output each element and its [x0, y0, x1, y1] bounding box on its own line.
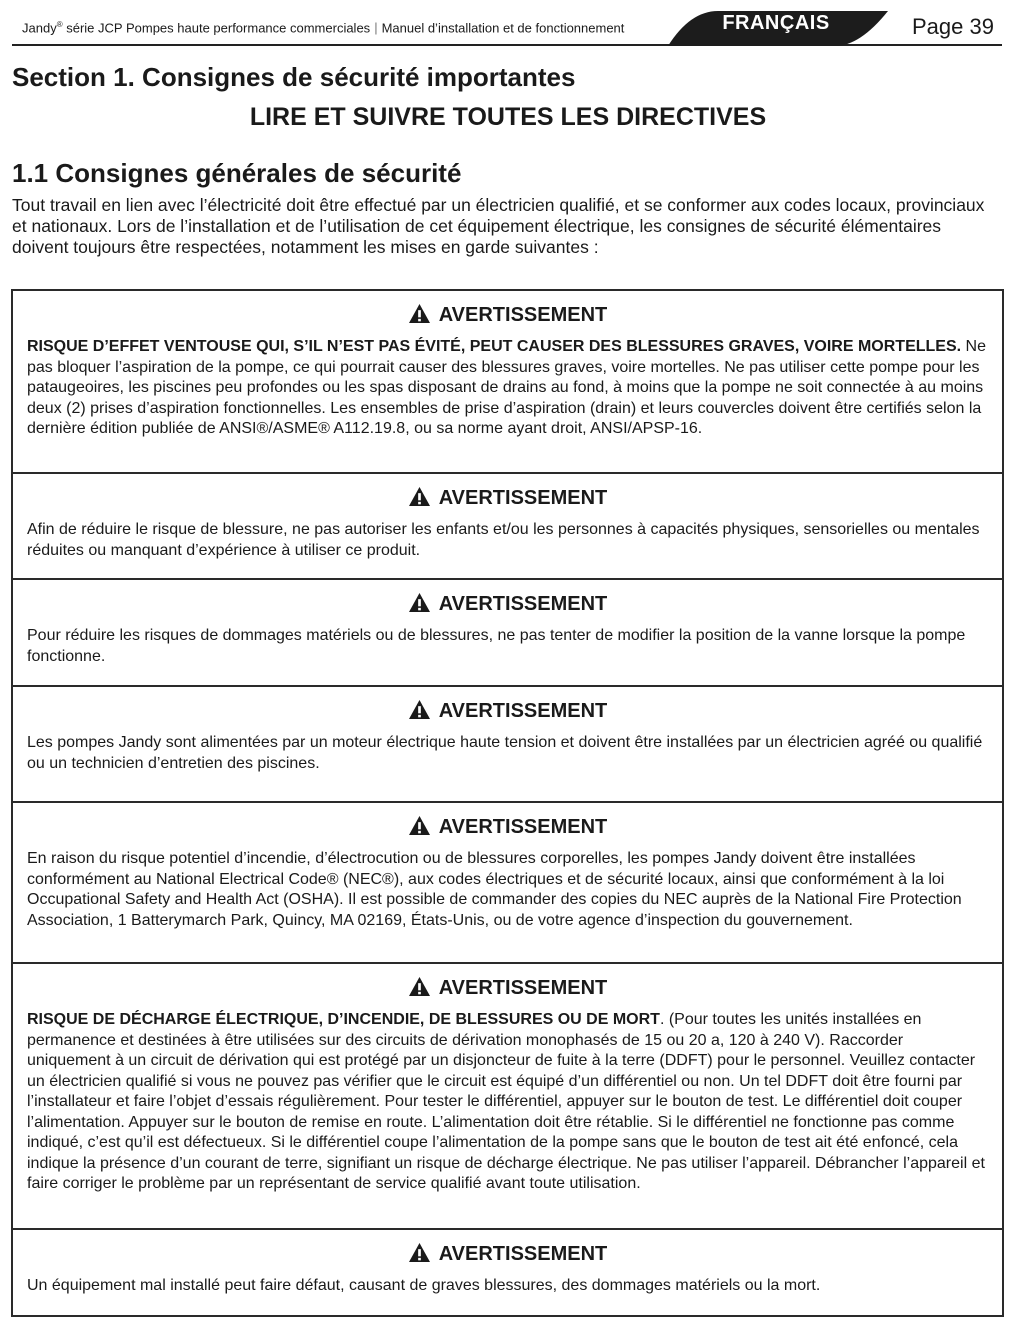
- warning-heading: [27, 302, 988, 328]
- subsection-title: 1.1 Consignes générales de sécurité: [12, 158, 462, 188]
- warning-box-suction: [13, 291, 1002, 474]
- section-title: Section 1. Consignes de sécurité importantes: [12, 62, 576, 92]
- page-header: [0, 0, 1016, 50]
- warning-heading: [27, 485, 988, 511]
- page-number: Page 39: [912, 14, 994, 39]
- warning-box-nec: [13, 803, 1002, 964]
- warning-box-electrician: [13, 687, 1002, 803]
- language-label: FRANÇAIS: [722, 12, 830, 34]
- brand-name: Jandy: [22, 20, 57, 36]
- warning-bold-lead: RISQUE DE DÉCHARGE ÉLECTRIQUE, D’INCENDIE, DE BLESSURES OU DE MORT: [27, 1011, 660, 1028]
- warning-heading-text: AVERTISSEMENT: [438, 816, 608, 838]
- warning-heading-text: AVERTISSEMENT: [438, 977, 608, 999]
- warning-box-valve: [13, 580, 1002, 687]
- warning-heading: [27, 814, 988, 840]
- doc-title: série JCP Pompes haute performance commerciales: [66, 20, 371, 36]
- warning-triangle-icon: [408, 303, 431, 324]
- header-document-title: [22, 20, 624, 35]
- header-separator: |: [374, 20, 378, 36]
- warning-triangle-icon: [408, 699, 431, 720]
- warning-text: [27, 1010, 988, 1195]
- warning-box-children: [13, 474, 1002, 580]
- doc-subtitle: Manuel d’installation et de fonctionnement: [381, 20, 625, 36]
- warning-heading-text: AVERTISSEMENT: [438, 593, 608, 615]
- warning-text: Un équipement mal installé peut faire défaut, causant de graves blessures, des dommages matériels ou la mort.: [27, 1277, 821, 1294]
- warning-bold-lead: RISQUE D’EFFET VENTOUSE QUI, S’IL N’EST PAS ÉVITÉ, PEUT CAUSER DES BLESSURES GRAVES, VOIRE MORTELLES.: [27, 338, 962, 355]
- warning-heading: [27, 1241, 988, 1267]
- warnings-table: [11, 289, 1004, 1317]
- warning-body: Ne pas bloquer l’aspiration de la pompe, ce qui pourrait causer des blessures graves, voire mortelles. Ne pas utiliser cette pompe pour les pataugeoires, les piscines peu profondes ou les spas disposant de drains au fond, à moins que la pompe ne soit connectée à au moins deux (2) prises d’aspiration fonctionnelles. Les ensembles de prise d’aspiration (drain) et leurs couvercles doivent être certifiés selon la dernière édition publiée de ANSI®/ASME® A112.19.8, ou sa norme ayant droit, ANSI/APSP-16.: [27, 338, 986, 437]
- warning-triangle-icon: [408, 592, 431, 613]
- warning-text: Afin de réduire le risque de blessure, ne pas autoriser les enfants et/ou les personnes à capacités physiques, sensorielles ou mentales réduites ou manquant d’expérience à utiliser ce produit.: [27, 521, 980, 559]
- warning-text: [27, 337, 988, 440]
- warning-triangle-icon: [408, 976, 431, 997]
- warning-heading: [27, 698, 988, 724]
- registered-mark: ®: [56, 20, 63, 29]
- warning-box-electric-shock: [13, 964, 1002, 1230]
- warning-body: . (Pour toutes les unités installées en permanence et destinées à être utilisées sur des circuits de dérivation monophasés de 15 ou 20 a, 120 à 240 V). Raccorder uniquement à un circuit de dérivation qui est protégé par un disjoncteur de fuite à la terre (DDFT) pour le personnel. Veuillez contacter un électricien qualifié si vous ne pouvez pas vérifier que le circuit est équipé d’un différentiel ou non. Un tel DDFT doit être fourni par l’installateur et faire l’objet d’essais régulièrement. Pour tester le différentiel, appuyer sur le bouton de test. Le différentiel doit couper l’alimentation. Appuyer sur le bouton de remise en route. L’alimentation doit être rétablie. Si le différentiel ne fonctionne pas comme indiqué, c’est qu’il est défectueux. Si le différentiel coupe l’alimentation de la pompe sans que le bouton de test ait été enfoncé, cela indique la présence d’un courant de terre, signifiant un risque de décharge électrique. Ne pas utiliser l’appareil. Débrancher l’appareil et faire corriger le problème par un représentant de service qualifié avant toute utilisation.: [27, 1011, 985, 1192]
- warning-text: Les pompes Jandy sont alimentées par un moteur électrique haute tension et doivent être installées par un électricien agréé ou qualifié ou un technicien d’entretien des piscines.: [27, 734, 983, 772]
- intro-paragraph: Tout travail en lien avec l’électricité doit être effectué par un électricien qualifié, et se conformer aux codes locaux, provinciaux et nationaux. Lors de l’installation et de l’utilisation de cet équipement électrique, les consignes de sécurité élémentaires doivent toujours être respectées, notamment les mises en garde suivantes :: [12, 195, 985, 257]
- warning-heading: [27, 975, 988, 1001]
- warning-text: Pour réduire les risques de dommages matériels ou de blessures, ne pas tenter de modifier la position de la vanne lorsque la pompe fonctionne.: [27, 627, 966, 665]
- directives-heading: LIRE ET SUIVRE TOUTES LES DIRECTIVES: [249, 103, 767, 131]
- warning-triangle-icon: [408, 1242, 431, 1263]
- warning-text: En raison du risque potentiel d’incendie, d’électrocution ou de blessures corporelles, les pompes Jandy doivent être installées conformément au National Electrical Code® (NEC®), aux codes électriques et de sécurité locaux, ainsi que conformément à la loi Occupational Safety and Health Act (OSHA). Il est possible de commander des copies du NEC auprès de la National Fire Protection Association, 1 Batterymarch Park, Quincy, MA 02169, États-Unis, ou de votre agence d’inspection du gouvernement.: [27, 850, 962, 929]
- warning-heading-text: AVERTISSEMENT: [438, 700, 608, 722]
- warning-heading-text: AVERTISSEMENT: [438, 487, 608, 509]
- warning-triangle-icon: [408, 486, 431, 507]
- warning-heading-text: AVERTISSEMENT: [438, 1243, 608, 1265]
- warning-heading: [27, 591, 988, 617]
- warning-box-installation: [13, 1230, 1002, 1315]
- warning-triangle-icon: [408, 815, 431, 836]
- warning-heading-text: AVERTISSEMENT: [438, 304, 608, 326]
